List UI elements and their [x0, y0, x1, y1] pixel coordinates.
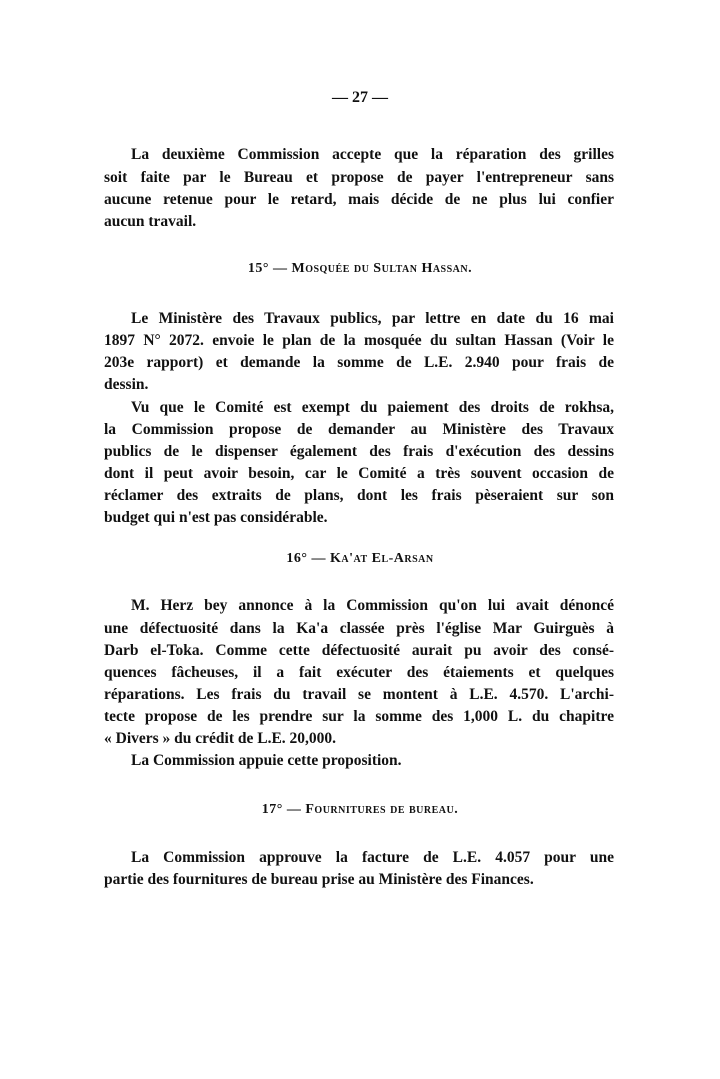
paragraph-line: M. Herz bey annonce à la Commission qu'on lui avait dénoncé: [131, 597, 614, 614]
paragraph-line: réclamer des extraits de plans, dont les frais pèseraient sur son: [104, 487, 614, 504]
paragraph-line: Darb el-Toka. Comme cette défectuosité aurait pu avoir des consé-: [104, 642, 614, 659]
paragraph-line: budget qui n'est pas considérable.: [104, 509, 328, 526]
paragraph-line: aucune retenue pour le retard, mais décide de ne plus lui confier: [104, 191, 614, 208]
paragraph-line: Le Ministère des Travaux publics, par lettre en date du 16 mai: [131, 310, 614, 327]
paragraph-line: La Commission appuie cette proposition.: [131, 752, 402, 769]
paragraph-line: quences fâcheuses, il a fait exécuter des étaiements et quelques: [104, 664, 614, 681]
paragraph-line: publics de le dispenser également des frais d'exécution des dessins: [104, 443, 614, 460]
paragraph-line: aucun travail.: [104, 213, 197, 230]
paragraph-line: 1897 N° 2072. envoie le plan de la mosquée du sultan Hassan (Voir le: [104, 332, 614, 349]
paragraph-line: réparations. Les frais du travail se montent à L.E. 4.570. L'archi-: [104, 686, 614, 703]
section-heading: 16° — Ka'at El-Arsan: [286, 551, 434, 566]
section-heading: 15° — Mosquée du Sultan Hassan.: [247, 261, 473, 276]
paragraph-line: la Commission propose de demander au Ministère des Travaux: [104, 421, 614, 438]
paragraph-line: tecte propose de les prendre sur la somme des 1,000 L. du chapitre: [104, 708, 614, 725]
paragraph-line: soit faite par le Bureau et propose de payer l'entrepreneur sans: [104, 169, 614, 186]
section-heading: 17° — Fournitures de bureau.: [261, 802, 459, 817]
paragraph-line: Vu que le Comité est exempt du paiement des droits de rokhsa,: [131, 399, 614, 416]
paragraph-line: La Commission approuve la facture de L.E. 4.057 pour une: [131, 849, 614, 866]
paragraph-line: 203e rapport) et demande la somme de L.E. 2.940 pour frais de: [104, 354, 614, 371]
paragraph-line: une défectuosité dans la Ka'a classée près l'église Mar Guirguès à: [104, 620, 614, 637]
paragraph-line: dessin.: [104, 376, 149, 393]
paragraph-line: dont il peut avoir besoin, car le Comité a très souvent occasion de: [104, 465, 614, 482]
paragraph-line: partie des fournitures de bureau prise au Ministère des Finances.: [104, 871, 534, 888]
paragraph-line: La deuxième Commission accepte que la réparation des grilles: [131, 146, 614, 163]
page-number: — 27 —: [332, 89, 388, 106]
paragraph-line: « Divers » du crédit de L.E. 20,000.: [104, 730, 337, 747]
